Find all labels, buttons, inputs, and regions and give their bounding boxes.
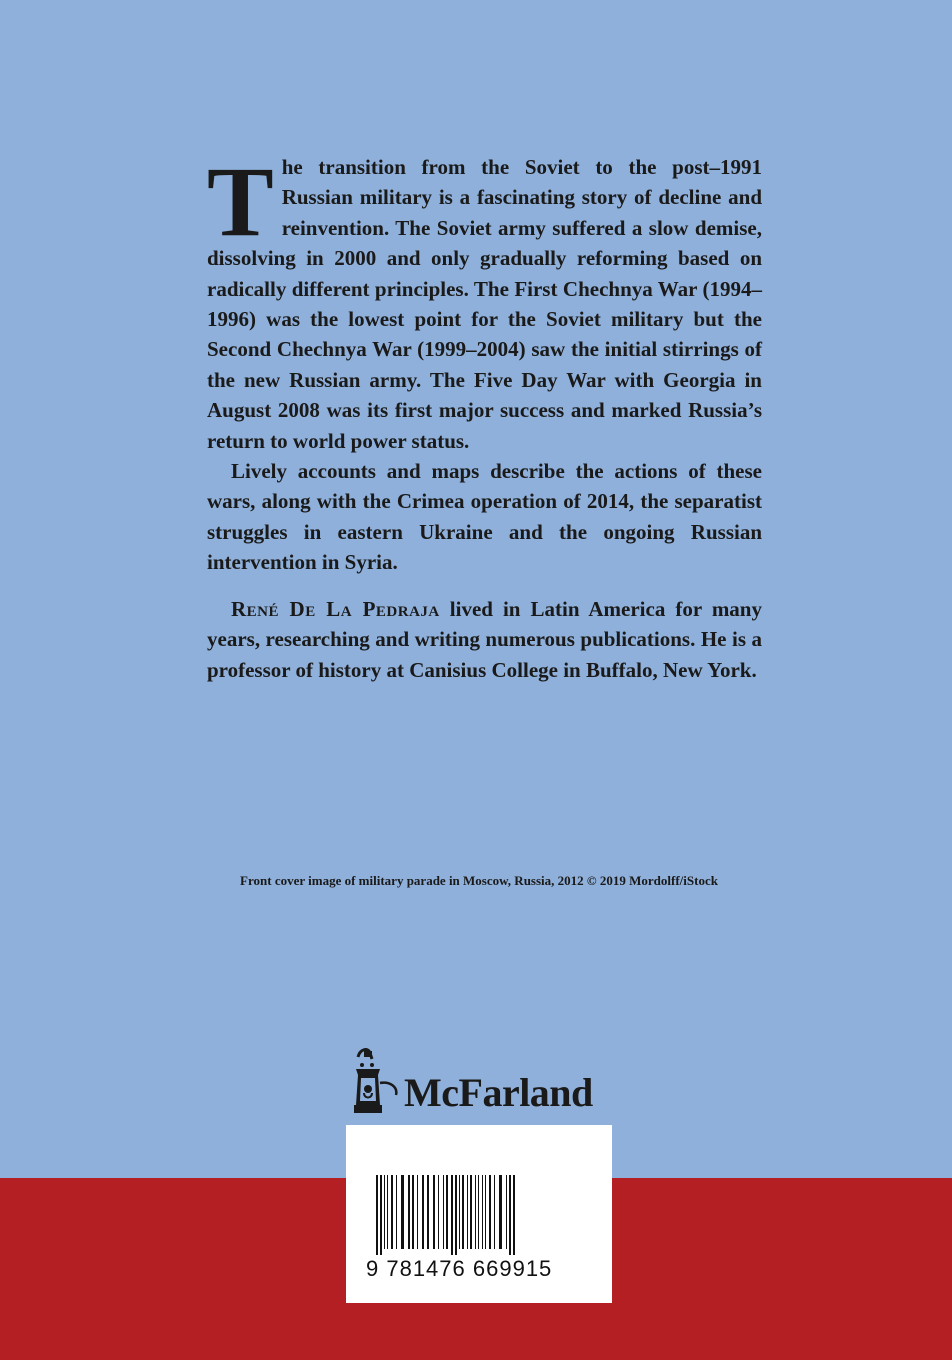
publisher-name: McFarland — [404, 1070, 593, 1115]
isbn-number: 9 781476 669915 — [366, 1256, 553, 1281]
drop-cap: T — [207, 146, 274, 257]
blurb-paragraph-2: Lively accounts and maps describe the actions of these wars, along with the Crimea operation of 2014, the separatist struggles in eastern Ukraine and the ongoing Russian intervention in Syria. — [207, 459, 762, 575]
barcode-bar — [446, 1175, 448, 1249]
blurb — [207, 146, 762, 685]
barcode-bar — [509, 1175, 511, 1255]
blurb-paragraph-1-text: he transition from the Soviet to the post–1991 Russian military is a fascinating story of decline and reinvention. The Soviet army suffered a slow demise, dissolving in 2000 and only gradually reforming based on radically different principles. The First Chechnya War (1994–1996) was the lowest point for the Soviet military but the Second Chechnya War (1999–2004) saw the initial stirrings of the new Russian army. The Five Day War with Georgia in August 2008 was its first major success and marked Russia’s return to world power status. — [207, 155, 762, 453]
barcode-bar — [376, 1175, 378, 1255]
barcode-bar — [438, 1175, 439, 1249]
barcode-bar — [455, 1175, 457, 1255]
barcode-bar — [467, 1175, 468, 1249]
barcode-bar — [443, 1175, 444, 1249]
barcode-bar — [506, 1175, 507, 1249]
barcode-bar — [485, 1175, 486, 1249]
barcode-bar — [427, 1175, 429, 1249]
author-bio — [207, 594, 762, 685]
author-bio-text: lived in Latin America for many years, researching and writing numerous publications. He is a professor of history at Canisius College in Buffalo, New York. — [207, 596, 762, 682]
barcode-bar — [401, 1175, 404, 1249]
barcode-panel — [346, 1125, 612, 1303]
barcode-bar — [475, 1175, 476, 1249]
author-name: René De La Pedraja — [231, 596, 440, 621]
barcode-bar — [387, 1175, 388, 1249]
barcode-bar — [451, 1175, 453, 1255]
barcode-bar — [470, 1175, 472, 1249]
barcode-bar — [482, 1175, 483, 1249]
barcode-bar — [494, 1175, 495, 1249]
barcode-bar — [396, 1175, 397, 1249]
barcode — [364, 1175, 594, 1255]
publisher-logo — [350, 1045, 610, 1120]
lantern-icon — [350, 1045, 402, 1120]
barcode-bar — [412, 1175, 414, 1249]
barcode-bar — [433, 1175, 435, 1249]
barcode-bar — [459, 1175, 460, 1249]
barcode-bar — [380, 1175, 382, 1255]
barcode-bar — [499, 1175, 502, 1249]
barcode-bar — [408, 1175, 410, 1249]
barcode-bar — [478, 1175, 479, 1249]
blurb-paragraph-1 — [207, 146, 762, 456]
barcode-bar — [462, 1175, 464, 1249]
barcode-bar — [391, 1175, 393, 1249]
barcode-bar — [422, 1175, 424, 1249]
barcode-bar — [513, 1175, 515, 1255]
barcode-bar — [417, 1175, 418, 1249]
cover-image-credit: Front cover image of military parade in Moscow, Russia, 2012 © 2019 Mordolff/iStock — [240, 873, 718, 888]
barcode-bar — [384, 1175, 385, 1249]
barcode-bar — [489, 1175, 491, 1249]
